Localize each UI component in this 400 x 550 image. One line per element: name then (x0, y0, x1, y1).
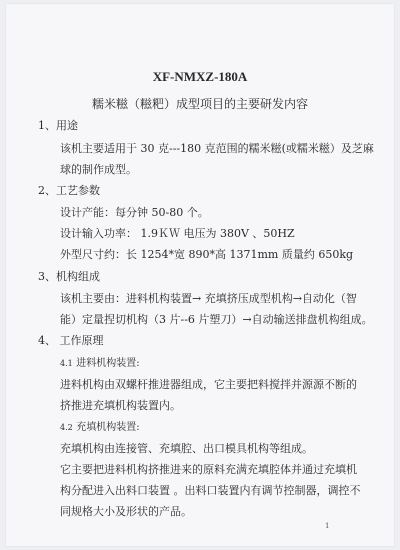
section-1-heading: 1、用途 (38, 119, 78, 132)
capacity-text: 设计产能：每分钟 50-80 个。 (60, 206, 209, 219)
subsection-4-2-number: 4.2 (60, 423, 73, 432)
subsection-4-1-heading (60, 356, 140, 370)
subsection-4-1-title: 进料机构装置: (76, 358, 140, 369)
subsection-4-1-text-line-1: 进料机构由双螺杆推进器组成，它主要把料搅拌并源源不断的 (60, 378, 357, 391)
section-1-text-line-2: 球的制作成型。 (60, 163, 137, 176)
subsection-4-2-heading (60, 420, 140, 434)
subsection-4-2-title: 充填机构装置: (76, 422, 140, 433)
page-number: 1 (325, 522, 330, 530)
subsection-4-2-text-line-4: 同规格大小及形状的产品。 (60, 505, 192, 518)
document-page (6, 4, 394, 546)
subsection-4-2-text-line-3: 构分配进入出料口装置 。出料口装置内有调节控制器，调控不 (60, 484, 361, 497)
subsection-4-2-text-line-2: 它主要把进料机构挤推进来的原料充满充填腔体并通过充填机 (60, 463, 357, 476)
section-3-text-line-1: 该机主要由：进料机构装置→ 充填挤压成型机构→自动化（智 (60, 292, 357, 305)
dimensions-text: 外型尺寸约：长 1254*宽 890*高 1371mm 质量约 650kg (60, 248, 354, 261)
section-2-heading: 2、工艺参数 (38, 184, 100, 197)
document-title: XF-NMXZ-180A (152, 69, 248, 84)
subsection-4-1-text-line-2: 挤推进充填机构装置内。 (60, 399, 181, 412)
subsection-4-1-number: 4.1 (60, 359, 73, 368)
subsection-4-2-text-line-1: 充填机构由连接管、充填腔、出口模具机构等组成。 (60, 442, 313, 455)
document-subtitle: 糯米糍（糍粑）成型项目的主要研发内容 (91, 97, 308, 111)
section-1-text-line-1: 该机主要适用于 30 克---180 克范围的糯米糍(或糯米糍）及芝麻 (60, 142, 374, 155)
section-3-text-line-2: 能）定量捏切机构（3 片--6 片塑刀）→自动输送排盘机构组成。 (60, 313, 373, 326)
section-4-heading: 4、 工作原理 (38, 334, 104, 347)
section-3-heading: 3、机构组成 (38, 270, 100, 283)
power-text: 设计输入功率： 1.9ＫＷ 电压为 380V 、50HZ (60, 227, 295, 240)
